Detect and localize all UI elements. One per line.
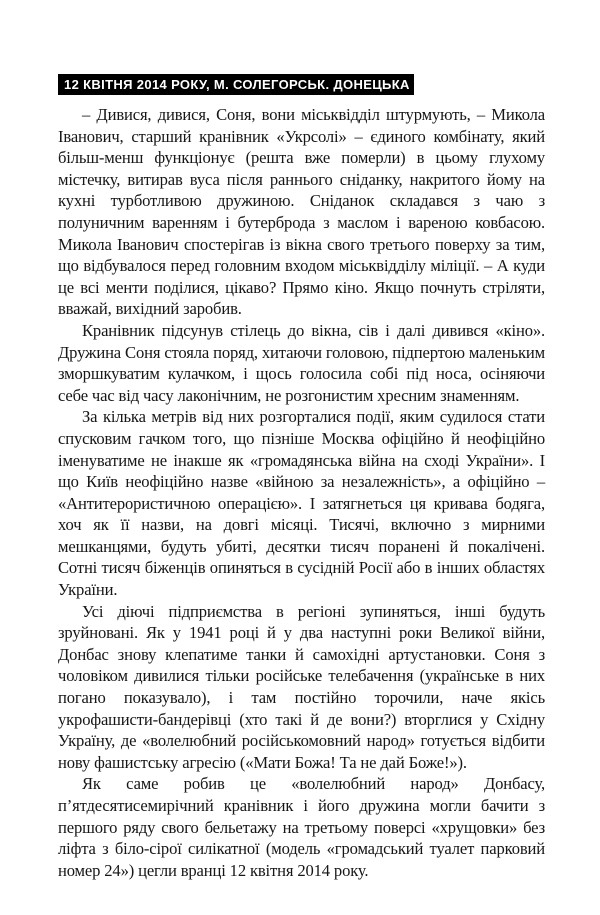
chapter-header <box>58 74 480 95</box>
chapter-header-text: 12 КВІТНЯ 2014 РОКУ, М. СОЛЕГОРСЬК. ДОНЕЦЬКА ОБЛАСТЬ <box>64 77 480 92</box>
paragraph-3: За кілька метрів від них розгорталися події, яким судилося стати спусковим гачком того, що пізніше Москва офіційно й неофіційно іменуватиме не інакше як «громадянська війна на сході України». І що Київ неофіційно назве «війною за незалежність», а офіційно – «Антитерористичною операцією». І затягнеться ця кривава бодяга, хоч як її назви, на довгі місяці. Тисячі, включно з мирними мешканцями, будуть убиті, десятки тисяч поранені й покалічені. Сотні тисяч біженців опиняться в сусідній Росії або в інших областях України. <box>58 407 545 600</box>
paragraph-1: – Дивися, дивися, Соня, вони міськвідділ штурмують, – Микола Іванович, старший кранівник «Укрсолі» – єдиного комбінату, який більш-менш функціонує (решта вже померли) в цьому глухому містечку, витирав вуса після раннього сніданку, накритого йому на кухні турботливою дружиною. Сніданок складався з чаю з полуничним варенням і бутерброда з маслом і вареною ковбасою. Микола Іванович спостерігав із вікна свого третього поверху за тим, що відбувалося перед головним входом міськвідділу міліції. – А куди це всі менти поділися, цікаво? Прямо кіно. Якщо почнуть стріляти, вважай, вихідний заробив. <box>58 105 545 319</box>
paragraph-4: Усі діючі підприємства в регіоні зупиняться, інші будуть зруйновані. Як у 1941 році й у два наступні роки Великої війни, Донбас знову клепатиме танки й самохідні артустановки. Соня з чоловіком дивилися тільки російське телебачення (українське в них погано показувало), і там постійно торочили, наче якісь укрофашисти-бандерівці (хто такі й де вони?) вторглися у Східну Україну, де «волелюбний російськомовний народ» готується відбити нову фашистську агресію («Мати Божа! Та не дай Боже!»). <box>58 601 545 772</box>
chapter-body <box>58 104 545 881</box>
paragraph-5: Як саме робив це «волелюбний народ» Донбасу, п’ятдесятисемирічний кранівник і його дружина могли бачити з першого ряду свого бельетажу на третьому поверсі «хрущовки» без ліфта з біло-сірої силікатної (модель «громадський туалет парковий номер 24») цегли вранці 12 квітня 2014 року. <box>58 774 545 880</box>
paragraph-2: Кранівник підсунув стілець до вікна, сів і далі дивився «кіно». Дружина Соня стояла поряд, хитаючи головою, підпертою маленьким зморшкуватим кулачком, і щось голосила собі під носа, осіняючи себе час від часу лаконічним, не розгонистим хресним знаменням. <box>58 320 545 405</box>
